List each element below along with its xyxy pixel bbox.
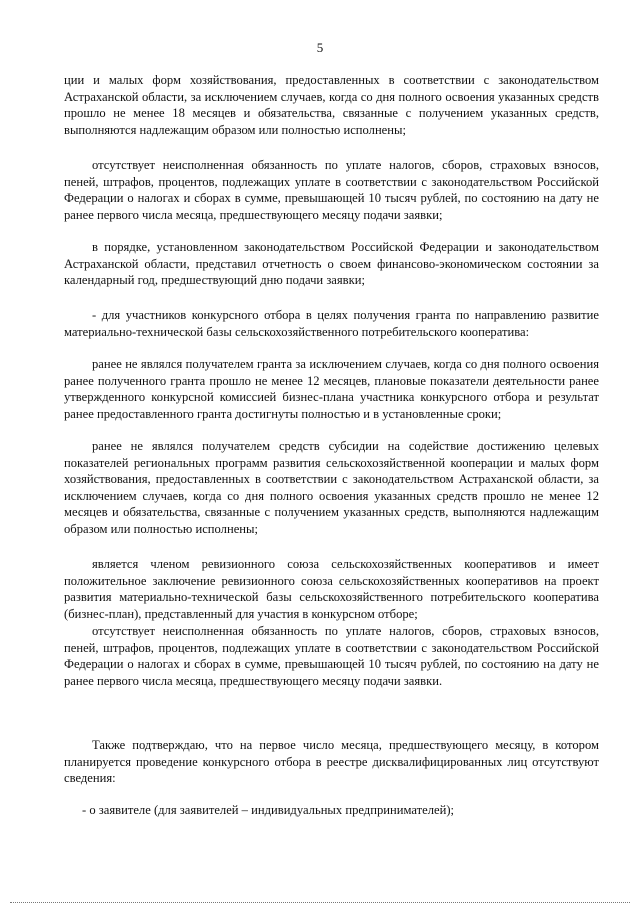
paragraph-7: является членом ревизионного союза сельскохозяйственных кооперативов и имеет положительное заключение ревизионного союза сельскохозяйственных кооперативов на проект развития материально-технической базы сельскохозяйственного потребительского кооператива (бизнес-план), представленный для участия в конкурсном отборе; [64, 557, 599, 621]
paragraph-4: - для участников конкурсного отбора в целях получения гранта по направлению развитие материально-технической базы сельскохозяйственного потребительского кооператива: [64, 308, 599, 339]
paragraph-3: в порядке, установленном законодательством Российской Федерации и законодательством Астраханской области, представил отчетность о своем финансово-экономическом состоянии за календарный год, предшествующий дню подачи заявки; [64, 240, 599, 288]
bottom-scan-edge [10, 902, 630, 903]
paragraph-2: отсутствует неисполненная обязанность по уплате налогов, сборов, страховых взносов, пеней, штрафов, процентов, подлежащих уплате в соответствии с законодательством Российской Федерации о налогах и сборах в сумме, превышающей 10 тысяч рублей, по состоянию на дату не ранее первого числа месяца, предшествующего месяцу подачи заявки; [64, 158, 599, 222]
paragraph-8: отсутствует неисполненная обязанность по уплате налогов, сборов, страховых взносов, пеней, штрафов, процентов, подлежащих уплате в соответствии с законодательством Российской Федерации о налогах и сборах в сумме, превышающей 10 тысяч рублей, по состоянию на дату не ранее первого числа месяца, предшествующего месяцу подачи заявки. [64, 624, 599, 688]
paragraph-6: ранее не являлся получателем средств субсидии на содействие достижению целевых показателей региональных программ развития сельскохозяйственной кооперации и малых форм хозяйствования, предоставленных в соответствии с законодательством Астраханской области, за исключением случаев, когда со дня полного освоения указанных средств прошло не менее 12 месяцев и обязательства, связанные с получением указанных средств, выполняются надлежащим образом или полностью исполнены; [64, 439, 599, 536]
paragraph-9: Также подтверждаю, что на первое число месяца, предшествующего месяцу, в котором планируется проведение конкурсного отбора в реестре дисквалифицированных лиц отсутствуют сведения: [64, 738, 599, 786]
paragraph-1: ции и малых форм хозяйствования, предоставленных в соответствии с законодательством Астраханской области, за исключением случаев, когда со дня полного освоения указанных средств прошло не менее 18 месяцев и обязательства, связанные с получением указанных средств, выполняются надлежащим образом или полностью исполнены; [64, 73, 599, 137]
paragraph-10: - о заявителе (для заявителей – индивидуальных предпринимателей); [82, 803, 455, 817]
page-number: 5 [316, 40, 324, 55]
paragraph-5: ранее не являлся получателем гранта за исключением случаев, когда со дня полного освоения ранее полученного гранта прошло не менее 12 месяцев, плановые показатели деятельности ранее утвержденного конкурсной комиссией бизнес-плана участника конкурсного отбора и результат ранее предоставленного гранта достигнуты полностью и в установленные сроки; [64, 357, 599, 421]
